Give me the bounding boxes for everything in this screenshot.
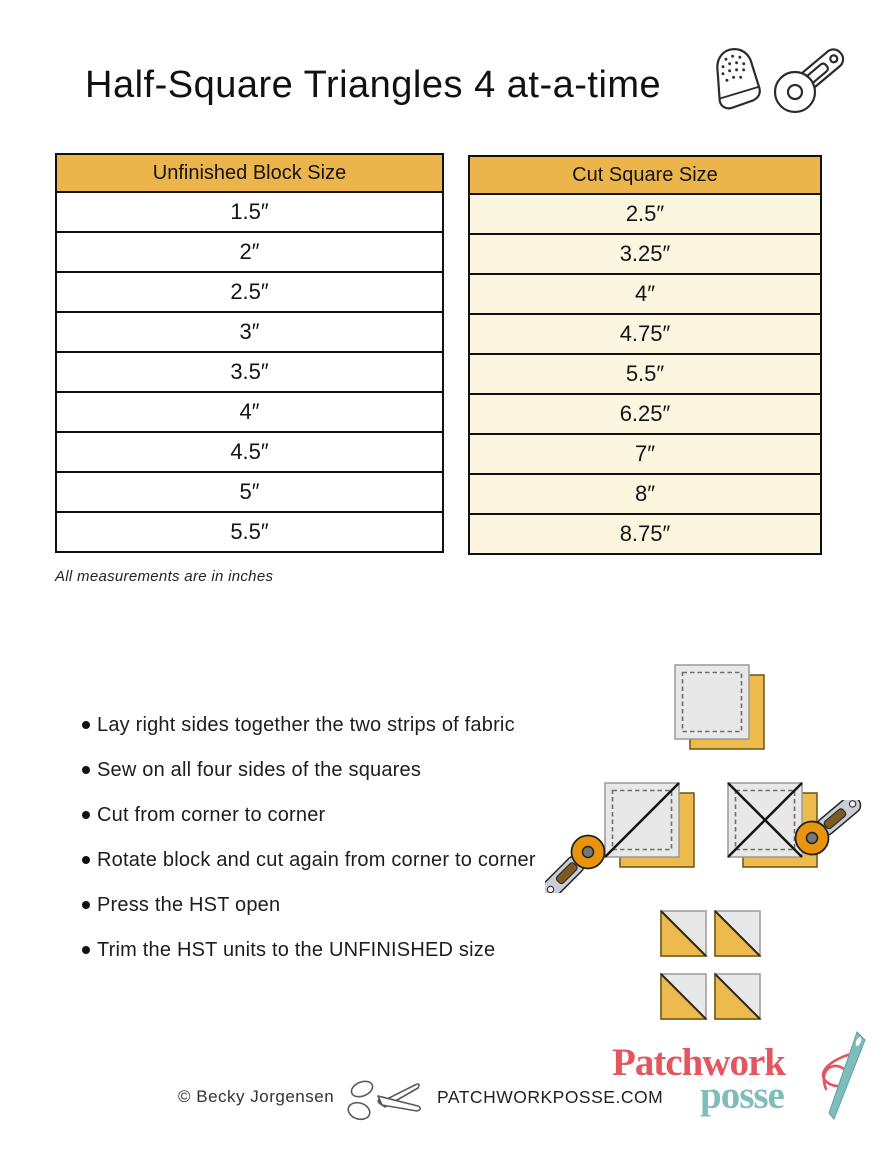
table-row: 1.5″ xyxy=(57,193,442,233)
instruction-item xyxy=(82,849,572,872)
instruction-item xyxy=(82,759,572,782)
logo xyxy=(612,1040,872,1120)
table-row: 8.75″ xyxy=(470,515,820,553)
scissors-icon xyxy=(345,1078,423,1124)
rotary-cutter-icon xyxy=(775,46,847,112)
table-row: 3″ xyxy=(57,313,442,353)
instructions-list xyxy=(82,714,572,984)
thimble-icon xyxy=(713,46,762,109)
table-row: 5.5″ xyxy=(470,355,820,395)
rotary-cutter-colored-icon xyxy=(788,800,868,880)
instruction-item xyxy=(82,804,572,827)
sew-diagram xyxy=(674,664,766,751)
table-row: 8″ xyxy=(470,475,820,515)
table-row: 2.5″ xyxy=(470,195,820,235)
logo-patchwork: Patchwork xyxy=(612,1041,785,1084)
measurements-note: All measurements are in inches xyxy=(55,568,274,585)
bullet-dot xyxy=(82,901,90,909)
hst-unit xyxy=(715,974,760,1019)
table-row: 3.5″ xyxy=(57,353,442,393)
table-header: Unfinished Block Size xyxy=(57,155,442,193)
instruction-text: Rotate block and cut again from corner to corner xyxy=(97,849,536,871)
table-row: 4″ xyxy=(57,393,442,433)
logo-posse: posse xyxy=(700,1074,784,1117)
instruction-item xyxy=(82,714,572,737)
copyright-text: © Becky Jorgensen xyxy=(178,1087,335,1106)
table-row: 2″ xyxy=(57,233,442,273)
bullet-dot xyxy=(82,856,90,864)
table-row: 5.5″ xyxy=(57,513,442,551)
table-row: 4″ xyxy=(470,275,820,315)
rotary-cutter-colored-icon xyxy=(545,818,620,893)
table-row: 4.5″ xyxy=(57,433,442,473)
table-row: 6.25″ xyxy=(470,395,820,435)
table-row: 7″ xyxy=(470,435,820,475)
instruction-text: Lay right sides together the two strips of fabric xyxy=(97,714,515,736)
cut-square-size-table xyxy=(468,155,822,555)
table-header: Cut Square Size xyxy=(470,157,820,195)
table-row: 2.5″ xyxy=(57,273,442,313)
hst-unit xyxy=(661,911,706,956)
hst-units-diagram xyxy=(660,910,762,1021)
bullet-dot xyxy=(82,946,90,954)
bullet-dot xyxy=(82,811,90,819)
table-row: 4.75″ xyxy=(470,315,820,355)
instruction-item xyxy=(82,939,572,962)
page-title: Half-Square Triangles 4 at-a-time xyxy=(85,64,662,106)
hst-unit xyxy=(661,974,706,1019)
unfinished-block-size-table xyxy=(55,153,444,553)
instruction-text: Press the HST open xyxy=(97,894,281,916)
table-row: 3.25″ xyxy=(470,235,820,275)
bullet-dot xyxy=(82,766,90,774)
header-icons xyxy=(702,42,852,116)
table-row: 5″ xyxy=(57,473,442,513)
hst-unit xyxy=(715,911,760,956)
instruction-item xyxy=(82,894,572,917)
instruction-text: Cut from corner to corner xyxy=(97,804,326,826)
needle-icon xyxy=(808,1031,870,1123)
instruction-text: Sew on all four sides of the squares xyxy=(97,759,422,781)
website-text: PATCHWORKPOSSE.COM xyxy=(437,1087,664,1107)
bullet-dot xyxy=(82,721,90,729)
instruction-text: Trim the HST units to the UNFINISHED size xyxy=(97,939,496,961)
